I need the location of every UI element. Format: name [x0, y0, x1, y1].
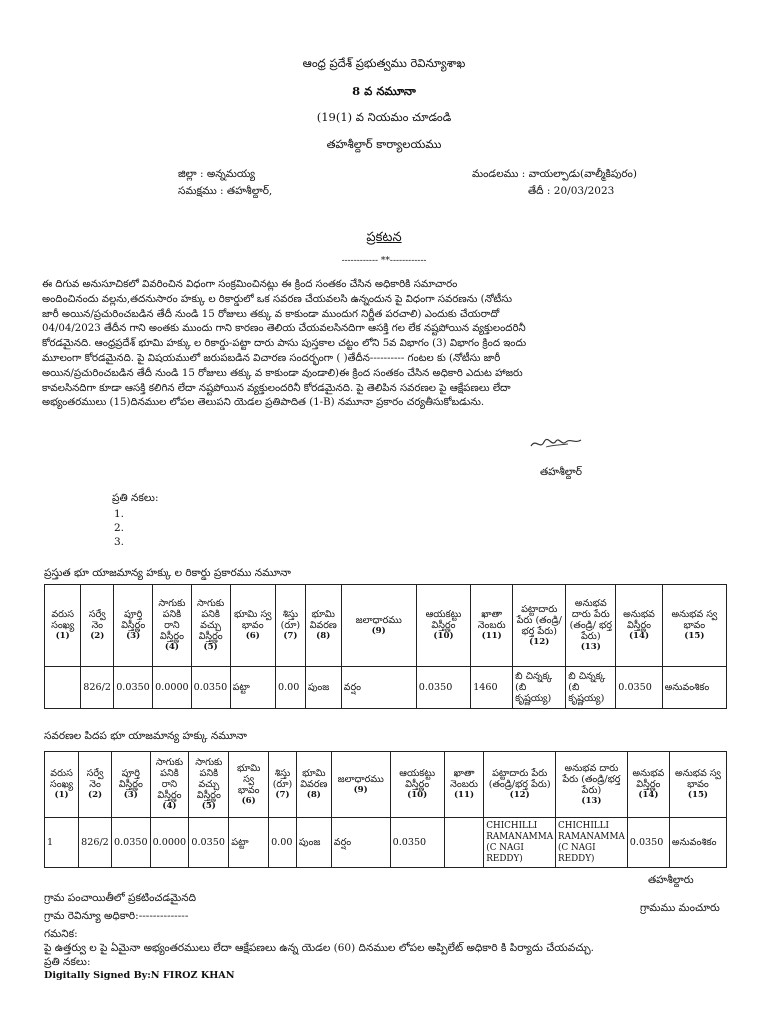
- paragraph-line: జారీ అయిన/ప్రచురించబడిన తేదీ నుండి 15 రోజులు తక్కు వ కాకుండా ముందుగ నిర్ణీత పరచాలి) ఎందుకు చేయరాదో: [42, 308, 500, 320]
- paragraph-line: అయిన/ప్రచురించబడిన తేదీ నుండి 15 రోజులు తక్కు వ కాకుండా వుండాలి)ఈ క్రింద సంతకం చేసిన అధికారి ఎదుట హాజరు: [42, 367, 523, 379]
- table-cell: బి చిన్నక్క (బి కృష్ణయ్య): [513, 667, 566, 709]
- table-cell: పుంజ: [296, 818, 331, 868]
- paragraph-line: 04/04/2023 తేదీన గాని అంతకు ముందు గాని కారణం తెలియ చేయవలసినదిగా ఆసక్తి గల లేక నష్టపోయిన వ్యక్తులందరినీ: [42, 323, 526, 335]
- digital-signature: Digitally Signed By:N FIROZ KHAN: [44, 970, 235, 981]
- signature-image: [528, 432, 584, 454]
- table-header-cell: అనుభవ విస్తీర్ణం (14): [616, 585, 662, 667]
- table-cell: 0.0350: [416, 667, 470, 709]
- table-cell: CHICHILLI RAMANAMMA (C NAGI REDDY): [556, 818, 628, 868]
- table-header-cell: అనుభవ స్వ భావం (15): [669, 752, 726, 818]
- current-record-table: [44, 584, 727, 709]
- presence-label: సమక్షము : తహశీల్దార్,: [178, 185, 273, 197]
- table-cell: పుంజ: [305, 667, 341, 709]
- vro-label: గ్రామ రెవిన్యూ అధికారి:--------------: [44, 910, 189, 922]
- signatory-label: తహశీల్దార్: [540, 466, 583, 478]
- table-header-cell: భూమి వివరణ (8): [305, 585, 341, 667]
- table-cell: 0.0350: [390, 818, 444, 868]
- paragraph-line: కావలసినదిగా కూడా ఆసక్తి కలిగిన లేదా నష్టపోయిన వ్యక్తులందరినీ కోరడమైనది. పై తెలిపిన సవరణల పై ఆక్షేపణలు లేదా: [42, 382, 511, 394]
- table-cell: 0.00: [269, 818, 297, 868]
- table1-title: ప్రస్తుత భూ యాజమాన్య హక్కు ల రికార్డు ప్రకారము నమూనా: [44, 567, 291, 579]
- table-header-cell: శిస్తు (రూ) (7): [269, 752, 297, 818]
- table-cell: 0.0350: [616, 667, 662, 709]
- table-cell: వర్షం: [341, 667, 416, 709]
- table-cell: వర్షం: [331, 818, 390, 868]
- table-header-cell: ఖాతా నెంబరు (11): [471, 585, 513, 667]
- table-header-cell: పూర్తి విస్తీర్ణం (3): [111, 752, 150, 818]
- district-label: జిల్లా : అన్నమయ్య: [178, 168, 256, 180]
- copy-item: 1.: [114, 508, 125, 520]
- tahsildar-label: తహశీల్దారు: [648, 874, 694, 886]
- village-name: గ్రామము మంచూరు: [640, 902, 720, 914]
- table-cell: పట్టా: [230, 667, 275, 709]
- table-cell: పట్టా: [229, 818, 269, 868]
- table-cell: [444, 818, 484, 868]
- table-cell: అనువంశికం: [662, 667, 726, 709]
- table-header-cell: సాగుకు పనికి రాని విస్తీర్ణం (4): [150, 752, 189, 818]
- table-header-cell: ఆయకట్టు విస్తీర్ణం (10): [390, 752, 444, 818]
- table-header-cell: ఆయకట్టు విస్తీర్ణం (10): [416, 585, 470, 667]
- table-cell: 0.0350: [627, 818, 669, 868]
- table-row: [45, 818, 727, 868]
- table-cell: బి చిన్నక్క (బి కృష్ణయ్య): [566, 667, 616, 709]
- table-header-cell: పట్టాదారు పేరు (తండ్రి/ భర్త పేరు) (12): [513, 585, 566, 667]
- table-header-cell: పూర్తి విస్తీర్ణం (3): [114, 585, 153, 667]
- table-header-cell: వరుస సంఖ్య (1): [45, 585, 81, 667]
- copy-item: 2.: [114, 522, 125, 534]
- appeal-note: పై ఉత్తర్వు ల పై ఏమైనా అభ్యంతరములు లేదా ఆక్షేపణలు ఉన్న యెడల (60) దినముల లోపల అప్పిలేట్ అధికారి కి పిర్యాదు చేయవచ్చు.: [44, 942, 594, 954]
- table-header-cell: ఖాతా నెంబరు (11): [444, 752, 484, 818]
- table-cell: 1460: [471, 667, 513, 709]
- table-cell: 0.00: [275, 667, 305, 709]
- table-header-cell: సాగుకు పనికి రాని విస్తీర్ణం (4): [153, 585, 192, 667]
- table-cell: 826/2: [81, 667, 114, 709]
- table-cell: 0.0000: [150, 818, 189, 868]
- form-number: 8 వ నమూనా: [352, 84, 416, 98]
- note-label: గమనిక:: [44, 928, 78, 940]
- table2-title: సవరణల పిదప భూ యాజమాన్య హక్కు నమూనా: [44, 730, 247, 742]
- paragraph-line: అభ్యంతరములు (15)దినముల లోపల తెలుపని యెడల ప్రతిపాదిత (1-B) నమూనా ప్రకారం చర్యతీసుకోబడును.: [42, 397, 485, 409]
- gram-panchayat-note: గ్రామ పంచాయితీలో ప్రకటించడమైనది: [44, 892, 197, 904]
- table-header-cell: అనుభవ దారు పేరు (తండ్రి/ భర్త పేరు) (13): [566, 585, 616, 667]
- table-cell: 0.0350: [114, 667, 153, 709]
- table-header-cell: భూమి స్వ భావం (6): [230, 585, 275, 667]
- notice-title: ప్రకటన: [366, 230, 402, 245]
- copy-label: ప్రతి నకలు:: [44, 956, 91, 968]
- table-cell: 0.0350: [191, 667, 230, 709]
- title-divider: ------------ **------------: [341, 256, 427, 266]
- notice-paragraph: [42, 278, 730, 411]
- copies-label: ప్రతి నకలు:: [112, 492, 159, 504]
- table-header-cell: భూమి స్వ భావం (6): [229, 752, 269, 818]
- table-header-row: [45, 752, 727, 818]
- department-title: ఆంధ్ర ప్రదేశ్ ప్రభుత్వము రెవిన్యూశాఖ: [302, 56, 466, 70]
- paragraph-line: అందించినందు వల్లను,తదనుసారం హక్కు ల రికార్డులో ఒక సవరణ చేయవలసి ఉన్నందున పై విధంగా సవరణను (నోటీసు: [42, 293, 512, 305]
- table-cell: [45, 667, 81, 709]
- table-cell: 826/2: [79, 818, 112, 868]
- office-title: తహశీల్దార్ కార్యాలయము: [326, 137, 442, 151]
- table-cell: 0.0000: [153, 667, 192, 709]
- table-cell: CHICHILLI RAMANAMMA (C NAGI REDDY): [484, 818, 556, 868]
- notice-date: తేదీ : 20/03/2023: [528, 185, 615, 197]
- table-cell: అనువంశికం: [669, 818, 726, 868]
- paragraph-line: కోరడమైనది. ఆంధ్రప్రదేశ్ భూమి హక్కు ల రికార్డు-పట్టా దారు పాసు పుస్తకాల చట్టం లోని 5వ విభాగం (3) విభాగం క్రింద ఇందు: [42, 338, 527, 350]
- copy-item: 3.: [114, 536, 125, 548]
- table-header-cell: పట్టాదారు పేరు (తండ్రి/భర్త పేరు) (12): [484, 752, 556, 818]
- table-header-cell: అనుభవ విస్తీర్ణం (14): [627, 752, 669, 818]
- table-row: [45, 667, 727, 709]
- table-header-cell: వరుస సంఖ్య (1): [45, 752, 79, 818]
- table-header-cell: జలాధారము (9): [331, 752, 390, 818]
- table-header-cell: సర్వే నెం (2): [79, 752, 112, 818]
- table-header-cell: భూమి వివరణ (8): [296, 752, 331, 818]
- paragraph-line: మూలంగా కోరడమైనది. పై విషయములో జరుపబడిన విచారణ సందర్భంగా ( )తేదీన---------- గంటల కు (నోటీసు జారీ: [42, 352, 501, 364]
- table-header-cell: సాగుకు పనికి వచ్చు విస్తీర్ణం (5): [191, 585, 230, 667]
- table-cell: 1: [45, 818, 79, 868]
- table-header-row: [45, 585, 727, 667]
- rule-reference: (19(1) వ నియమం చూడండి: [316, 110, 452, 124]
- table-header-cell: అనుభవ దారు పేరు (తండ్రి/భర్త పేరు) (13): [556, 752, 628, 818]
- mandal-label: మండలము : వాయల్పాడు(వాల్మీకిపురం): [472, 168, 637, 180]
- table-header-cell: అనుభవ స్వ భావం (15): [662, 585, 726, 667]
- amended-record-table: [44, 751, 727, 868]
- paragraph-line: ఈ దిగువ అనుసూచికలో వివరించిన విధంగా సంక్రమించినట్లు ఈ క్రింద సంతకం చేసిన అధికారికి సమాచారం: [42, 279, 458, 290]
- table-header-cell: శిస్తు (రూ) (7): [275, 585, 305, 667]
- table-cell: 0.0350: [189, 818, 229, 868]
- table-cell: 0.0350: [111, 818, 150, 868]
- table-header-cell: సర్వే నెం (2): [81, 585, 114, 667]
- table-header-cell: జలాధారము (9): [341, 585, 416, 667]
- table-header-cell: సాగుకు పనికి వచ్చు విస్తీర్ణం (5): [189, 752, 229, 818]
